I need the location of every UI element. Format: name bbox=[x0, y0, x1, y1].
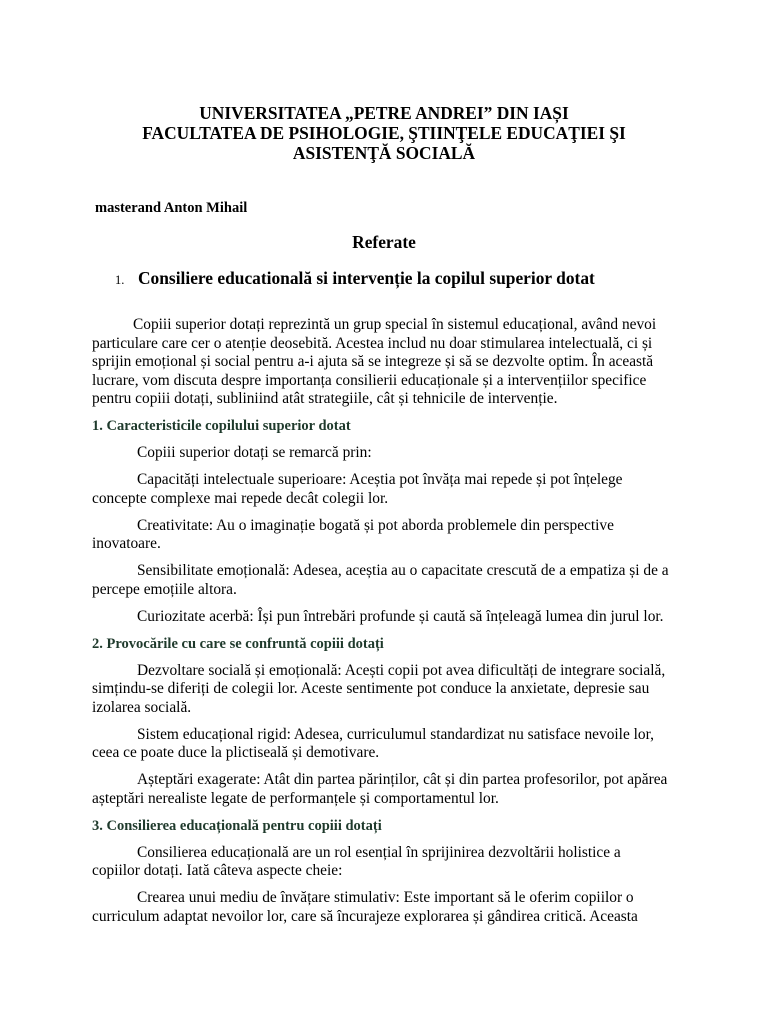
institution-header bbox=[80, 103, 688, 163]
section-heading: 2. Provocările cu care se confruntă copiii dotați bbox=[92, 635, 384, 652]
topic-number: 1. bbox=[115, 273, 125, 287]
paragraph: Sistem educațional rigid: Adesea, curriculumul standardizat nu satisface nevoile lor, ceea ce poate duce la plictiseală și demotivare. bbox=[92, 725, 654, 761]
paragraph: Copiii superior dotați se remarcă prin: bbox=[137, 444, 372, 461]
paragraph: Capacități intelectuale superioare: Aceștia pot învăța mai repede și pot înțelege concepte complexe mai repede decât colegii lor. bbox=[92, 471, 623, 507]
paragraph: Așteptări exagerate: Atât din partea părinților, cât și din partea profesorilor, pot apărea așteptări nerealiste legate de performanțele și comportamentul lor. bbox=[92, 771, 668, 807]
intro-paragraph: Copiii superior dotați reprezintă un grup special în sistemul educațional, având nevoi particulare care cer o atenție deosebită. Acestea includ nu doar stimularea intelectuală, ci și sprijin emoțional și social pentru a-i ajuta să se integreze și să se dezvolte optim. În această lucrare, vom discuta despre importanța consilierii educaționale și a intervențiilor specifice pentru copiii dotați, subliniind atât strategiile, cât și tehnicile de intervenție. bbox=[92, 316, 657, 407]
university-name: UNIVERSITATEA „PETRE ANDREI” DIN IAȘI bbox=[199, 103, 569, 123]
section-heading: 3. Consilierea educațională pentru copiii dotați bbox=[92, 817, 382, 834]
topic-heading bbox=[115, 268, 595, 290]
paragraph: Dezvoltare socială și emoțională: Acești copii pot avea dificultăți de integrare socială, simțindu-se diferiți de colegii lor. Aceste sentimente pot conduce la anxietate, depresie sau izolarea socială. bbox=[92, 661, 666, 716]
paragraph: Creativitate: Au o imaginație bogată și pot aborda problemele din perspective inovatoare. bbox=[92, 516, 614, 552]
topic-title: Consiliere educatională si intervenție la copilul superior dotat bbox=[138, 268, 595, 288]
paragraph: Crearea unui mediu de învățare stimulativ: Este important să le oferim copiilor o curriculum adaptat nevoilor lor, care să încurajeze explorarea și gândirea critică. Aceasta bbox=[92, 889, 638, 925]
paragraph: Consilierea educațională are un rol esențial în sprijinirea dezvoltării holistice a copiilor dotați. Iată câteva aspecte cheie: bbox=[92, 843, 621, 879]
faculty-name-line1: FACULTATEA DE PSIHOLOGIE, ŞTIINŢELE EDUCAŢIEI ŞI bbox=[142, 123, 626, 143]
section-heading: 1. Caracteristicile copilului superior dotat bbox=[92, 418, 351, 434]
faculty-name-line2: ASISTENŢĂ SOCIALĂ bbox=[292, 143, 476, 163]
paragraph: Curiozitate acerbă: Își pun întrebări profunde și caută să înțeleagă lumea din jurul lor. bbox=[137, 607, 664, 625]
author-name: masterand Anton Mihail bbox=[95, 200, 248, 216]
document-title: Referate bbox=[352, 232, 416, 252]
paragraph: Sensibilitate emoțională: Adesea, aceștia au o capacitate crescută de a empatiza și de a percepe emoțiile altora. bbox=[92, 562, 669, 598]
document-body bbox=[92, 316, 672, 935]
